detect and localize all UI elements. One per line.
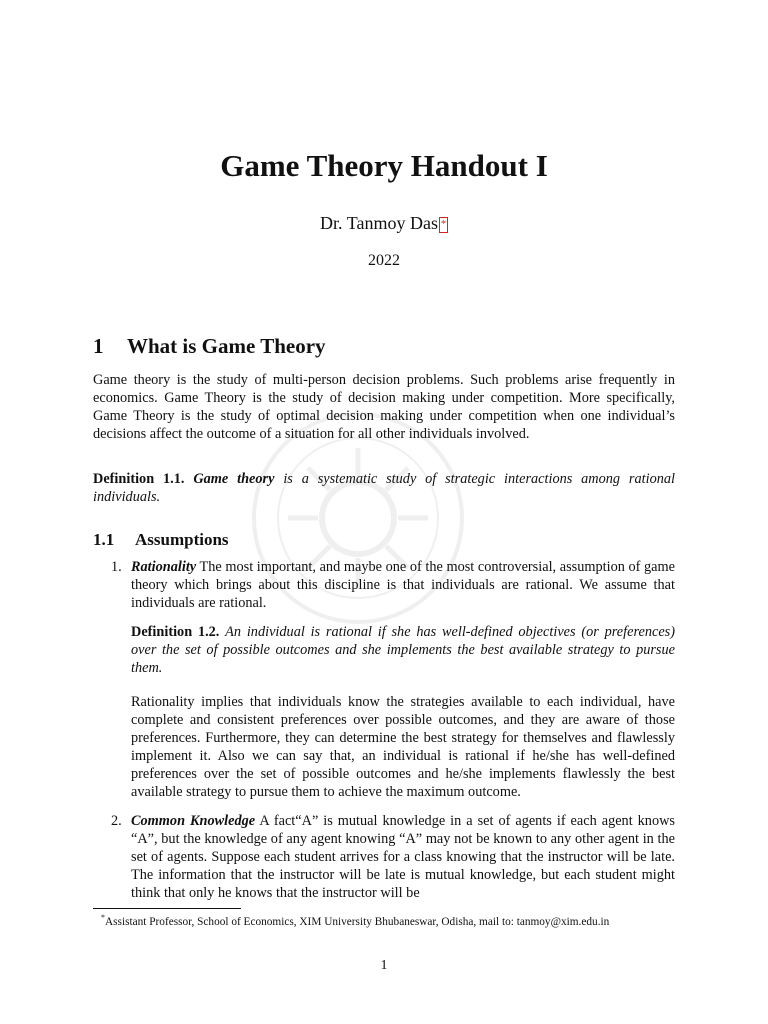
list-item-rationality — [111, 558, 675, 612]
list-item-common-knowledge — [111, 812, 675, 902]
list-item-term: Common Knowledge — [131, 813, 256, 829]
author-name: Dr. Tanmoy Das — [320, 213, 438, 233]
list-marker: 2. — [111, 813, 122, 829]
footnote-mark: * — [101, 913, 105, 922]
footnote — [93, 910, 675, 930]
footnote-text: Assistant Professor, School of Economics, XIM University Bhubaneswar, Odisha, mail to: tanmoy@xim.edu.in — [105, 915, 610, 928]
author-line — [0, 210, 768, 236]
definition-text: is a systematic study of strategic interactions among rational individuals. — [93, 471, 675, 505]
definition-label: Definition 1.2. — [131, 624, 220, 640]
definition-term: Game theory — [193, 471, 275, 487]
list-item-text: The most important, and maybe one of the most controversial, assumption of game theory which brings about this discipline is that individuals are rational. We assume that individuals are rational. — [131, 559, 675, 611]
list-item-text: A fact“A” is mutual knowledge in a set of agents if each agent knows “A”, but the knowledge of any agent knowing “A” may not be known to any other agent in the set of agents. Suppose each student arrives for a class knowing that the instructor will be late. The information that the instructor will be late is mutual knowledge, but each student might think that only he knows that the instructor will be — [131, 813, 675, 901]
section-number: 1 — [93, 334, 104, 358]
section-title: What is Game Theory — [127, 334, 326, 358]
list-item-term: Rationality — [131, 559, 197, 575]
section-heading — [93, 332, 326, 360]
definition-text: An individual is rational if she has well-defined objectives (or preferences) over the set of possible outcomes and she implements the best available strategy to pursue them. — [131, 624, 675, 676]
subsection-heading — [93, 528, 229, 552]
footnote-link[interactable]: * — [439, 217, 448, 233]
document-title: Game Theory Handout I — [220, 148, 548, 183]
list-marker: 1. — [111, 559, 122, 575]
page-number: 1 — [380, 958, 388, 973]
definition-1-2 — [131, 623, 675, 677]
rationality-paragraph: Rationality implies that individuals know the strategies available to each individual, have complete and consistent preferences over possible outcomes, and they are aware of those preferences. Furthermore, they can determine the best strategy for themselves and flawlessly implement it. Also we can say that, an individual is rational if he/she has well-defined preferences over the set of possible outcomes and he/she implements flawlessly the best available strategy to pursue them to achieve the maximum outcome. — [131, 694, 675, 800]
document-date: 2022 — [368, 252, 400, 269]
subsection-title: Assumptions — [135, 530, 229, 549]
definition-label: Definition 1.1. — [93, 471, 185, 487]
subsection-number: 1.1 — [93, 530, 115, 549]
footnote-divider — [93, 908, 241, 909]
section-paragraph: Game theory is the study of multi-person decision problems. Such problems arise frequently in economics. Game Theory is the study of decision making under competition. More specifically, Game Theory is the study of optimal decision making under competition when one individual’s decisions affect the outcome of a situation for all other individuals involved. — [93, 372, 675, 442]
definition-1-1 — [93, 470, 675, 506]
